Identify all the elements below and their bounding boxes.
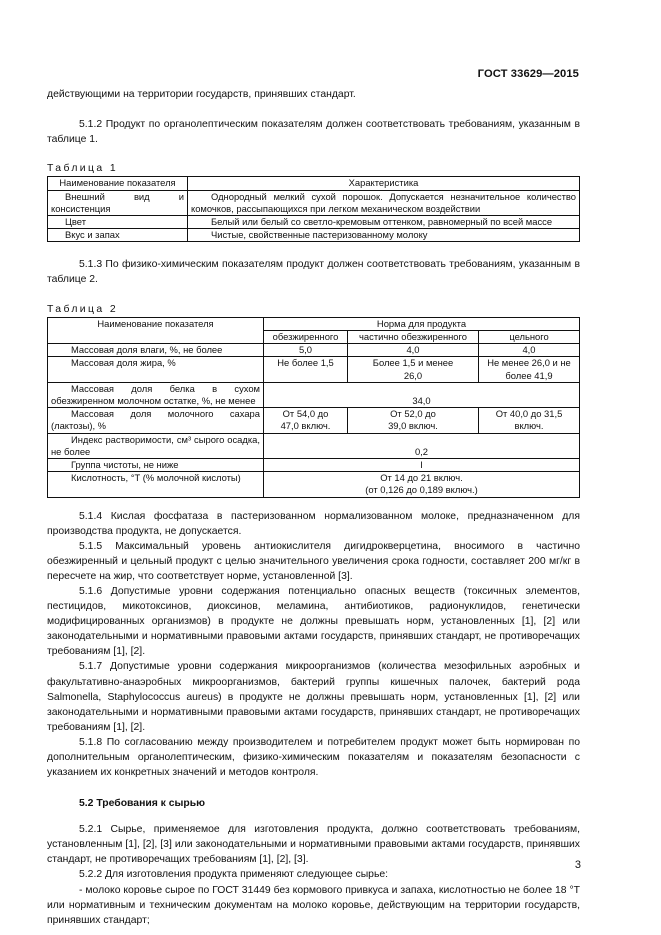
acidity-range-lactic: (от 0,126 до 0,189 включ.) (365, 484, 478, 496)
table-cell-value: От 40,0 до 31,5 включ. (479, 408, 580, 433)
table-1 (47, 176, 580, 242)
acidity-range: От 14 до 21 включ. (380, 472, 463, 484)
table-cell-value: Не менее 26,0 и не более 41,9 (479, 357, 580, 382)
table-cell-name: Вкус и запах (48, 229, 188, 242)
table-cell-value: 4,0 (479, 344, 580, 357)
table-cell-name: Массовая доля молочного сахара (лактозы), % (48, 408, 264, 433)
table-row (48, 408, 580, 433)
table-2-subheader-whole: цельного (479, 330, 580, 343)
table-row (48, 472, 580, 497)
table-1-header-name: Наименование показателя (48, 177, 188, 190)
table-1-caption: Таблица 1 (47, 163, 119, 175)
paragraph-5-2-1: 5.2.1 Сырье, применяемое для изготовления продукта, должно соответствовать требованиям, установленным [1], [2], [3] или законодательными и нормативными правовыми актами государств, принявших стандарт, не противоречащих требованиям [1], [2], [3]. (47, 824, 580, 866)
table-cell-merged: 34,0 (264, 382, 580, 407)
document-code: ГОСТ 33629—2015 (477, 68, 579, 80)
table-row (48, 215, 580, 228)
table-cell-value: Белый или белый со светло-кремовым оттенком, равномерный по всей массе (188, 215, 580, 228)
table-cell-merged: I (264, 459, 580, 472)
paragraph-5-1-3: 5.1.3 По физико-химическим показателям продукт должен соответствовать требованиям, указанным в таблице 2. (47, 259, 580, 286)
page-number: 3 (574, 859, 581, 871)
table-2-caption: Таблица 2 (47, 303, 119, 315)
table-cell-name: Массовая доля белка в сухом обезжиренном молочном остатке, %, не менее (48, 382, 264, 407)
table-row (48, 382, 580, 407)
paragraph-5-1-4: 5.1.4 Кислая фосфатаза в пастеризованном нормализованном молоке, предназначенном для производства продукта, не допускается. (47, 510, 580, 537)
table-1-header-value: Характеристика (188, 177, 580, 190)
table-cell-value: Однородный мелкий сухой порошок. Допускается незначительное количество комочков, рассыпающихся при легком механическом воздействии (188, 190, 580, 215)
table-cell-value: От 54,0 до 47,0 включ. (264, 408, 348, 433)
table-cell-value: Более 1,5 и менее 26,0 (348, 357, 479, 382)
table-cell-merged: 0,2 (264, 433, 580, 458)
table-2-header-norm: Норма для продукта (264, 317, 580, 330)
document-content (47, 87, 580, 928)
table-row (48, 357, 580, 382)
table-2-subheader-partial: частично обезжиренного (348, 330, 479, 343)
table-cell-name: Группа чистоты, не ниже (48, 459, 264, 472)
table-cell-name: Кислотность, °Т (% молочной кислоты) (48, 472, 264, 497)
table-row (48, 433, 580, 458)
paragraph-5-2-2: 5.2.2 Для изготовления продукта применяют следующее сырье: (79, 869, 389, 881)
table-cell-name: Цвет (48, 215, 188, 228)
table-row (48, 229, 580, 242)
table-cell-value: Чистые, свойственные пастеризованному молоку (188, 229, 580, 242)
table-2-subheader-skim: обезжиренного (264, 330, 348, 343)
table-row (48, 190, 580, 215)
paragraph-continuation: действующими на территории государств, принявших стандарт. (47, 89, 356, 100)
table-row (48, 344, 580, 357)
paragraph-5-1-5: 5.1.5 Максимальный уровень антиокислителя дигидрокверцетина, вносимого в частично обезжиренный и цельный продукт с целью значительного увеличения срока годности, составляет 200 мг/кг в пересчете на жир, что соответствует норме, установленной [3]. (47, 540, 580, 583)
table-cell-value: 5,0 (264, 344, 348, 357)
paragraph-5-1-6: 5.1.6 Допустимые уровни содержания потенциально опасных веществ (токсичных элементов, пестицидов, микотоксинов, диоксинов, меламина, антибиотиков, радионуклидов, генетически модифицированных организмов) в продукте не должны превышать норм, установленных [1], [2] или законодательными и нормативными правовыми актами государств, принявших стандарт, не противоречащих требованиям [1], [2]. (47, 586, 580, 658)
table-cell-value: 4,0 (348, 344, 479, 357)
paragraph-5-1-7: 5.1.7 Допустимые уровни содержания микроорганизмов (количества мезофильных аэробных и факультативно-анаэробных микроорганизмов, бактерий группы кишечных палочек, бактерий рода Salmonella, Staphylococcus aureus) в продукте не должны превышать норм, установленных [1], [2] или законодательными и нормативными правовыми актами государств, принявших стандарт, не противоречащих требованиям [1], [2]. (47, 661, 580, 733)
table-cell-name: Массовая доля жира, % (48, 357, 264, 382)
table-cell-name: Внешний вид и консистенция (48, 190, 188, 215)
table-cell-name: Индекс растворимости, см³ сырого осадка, не более (48, 433, 264, 458)
paragraph-5-1-2: 5.1.2 Продукт по органолептическим показателям должен соответствовать требованиям, указанным в таблице 1. (47, 119, 580, 146)
table-2-header-name: Наименование показателя (48, 317, 264, 343)
section-title-5-2: 5.2 Требования к сырью (79, 798, 206, 810)
table-cell-value: От 52,0 до 39,0 включ. (348, 408, 479, 433)
table-cell-merged (264, 472, 580, 497)
table-cell-name: Массовая доля влаги, %, не более (48, 344, 264, 357)
table-row (48, 459, 580, 472)
paragraph-5-1-8: 5.1.8 По согласованию между производителем и потребителем продукт может быть нормирован по дополнительным органолептическим, физико-химическим показателям и показателям безопасности с указанием их конкретных значений и методов контроля. (47, 736, 580, 779)
table-2 (47, 317, 580, 498)
table-cell-value: Не более 1,5 (264, 357, 348, 382)
paragraph-5-2-2-item: - молоко коровье сырое по ГОСТ 31449 без кормового привкуса и запаха, кислотностью не более 18 °Т или нормативным и техническим документам на молоко коровье, действующим на территории государств, принявших стандарт; (47, 884, 580, 926)
